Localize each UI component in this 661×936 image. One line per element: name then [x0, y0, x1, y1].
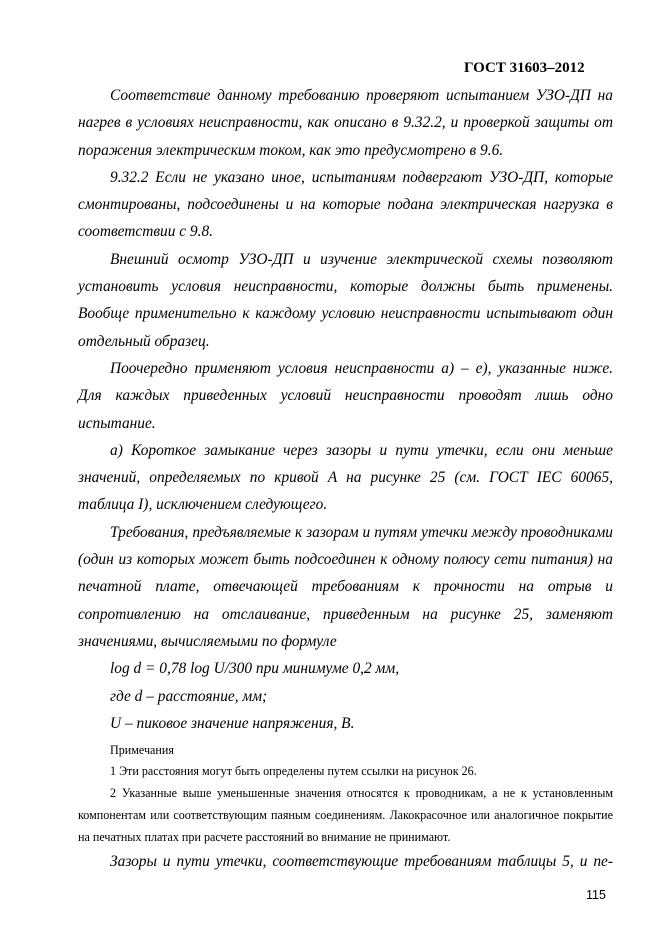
paragraph-short-circuit: а) Короткое замыкание через зазоры и пути утечки, если они меньше значений, определяемых по кривой A на рисунке 25 (см. ГОСТ IEC 60065, таблица I), исключением следующего.: [78, 441, 613, 514]
notes-title: Примечания: [110, 742, 174, 757]
paragraph-9-32-2: 9.32.2 Если не указано иное, испытаниям подвергают УЗО-ДП, которые смонтированы, подсоединены и на которые подана электрическая нагрузка в соответствии с 9.8.: [78, 168, 613, 241]
paragraph-inspection: Внешний осмотр УЗО-ДП и изучение электрической схемы позволяют установить условия неисправности, которые должны быть применены. Вообще применительно к каждому условию неисправности испытывают один отдельный образец.: [78, 250, 613, 350]
notes-block: [78, 740, 613, 848]
page-number: 115: [586, 888, 606, 902]
paragraph-compliance: Соответствие данному требованию проверяют испытанием УЗО-ДП на нагрев в условиях неисправности, как описано в 9.32.2, и проверкой защиты от поражения электрическим током, как это предусмотрено в 9.6.: [78, 87, 613, 159]
standard-header: ГОСТ 31603–2012: [464, 60, 585, 76]
note-2: 2 Указанные выше уменьшенные значения относятся к проводникам, а не к установленным компонентам или соответствующим паяным соединениям. Лакокрасочное или аналогичное покрытие на печатных платах при расчете расстояний во внимание не принимают.: [78, 785, 613, 844]
formula-line: log d = 0,78 log U/300 при минимуме 0,2 мм,: [110, 660, 400, 678]
note-1: 1 Эти расстояния могут быть определены путем ссылки на рисунок 26.: [110, 763, 477, 778]
formula-where-d: где d – расстояние, мм;: [110, 687, 268, 705]
paragraph-continued: Зазоры и пути утечки, соответствующие требованиям таблицы 5, и пе-: [110, 852, 613, 870]
body-text: [78, 82, 613, 875]
paragraph-requirements: Требования, предъявляемые к зазорам и путям утечки между проводниками (один из которых может быть подсоединен к одному полюсу сети питания) на печатной плате, отвечающей требованиям к прочности на отрыв и сопротивлению на отслаивание, приведенным на рисунке 25, заменяют значениями, вычисляемыми по формуле: [78, 523, 613, 650]
paragraph-fault-conditions: Поочередно применяют условия неисправности а) – е), указанные ниже. Для каждых приведенных условий неисправности проводят лишь одно испытание.: [78, 359, 613, 432]
formula-where-u: U – пиковое значение напряжения, В.: [110, 715, 355, 733]
